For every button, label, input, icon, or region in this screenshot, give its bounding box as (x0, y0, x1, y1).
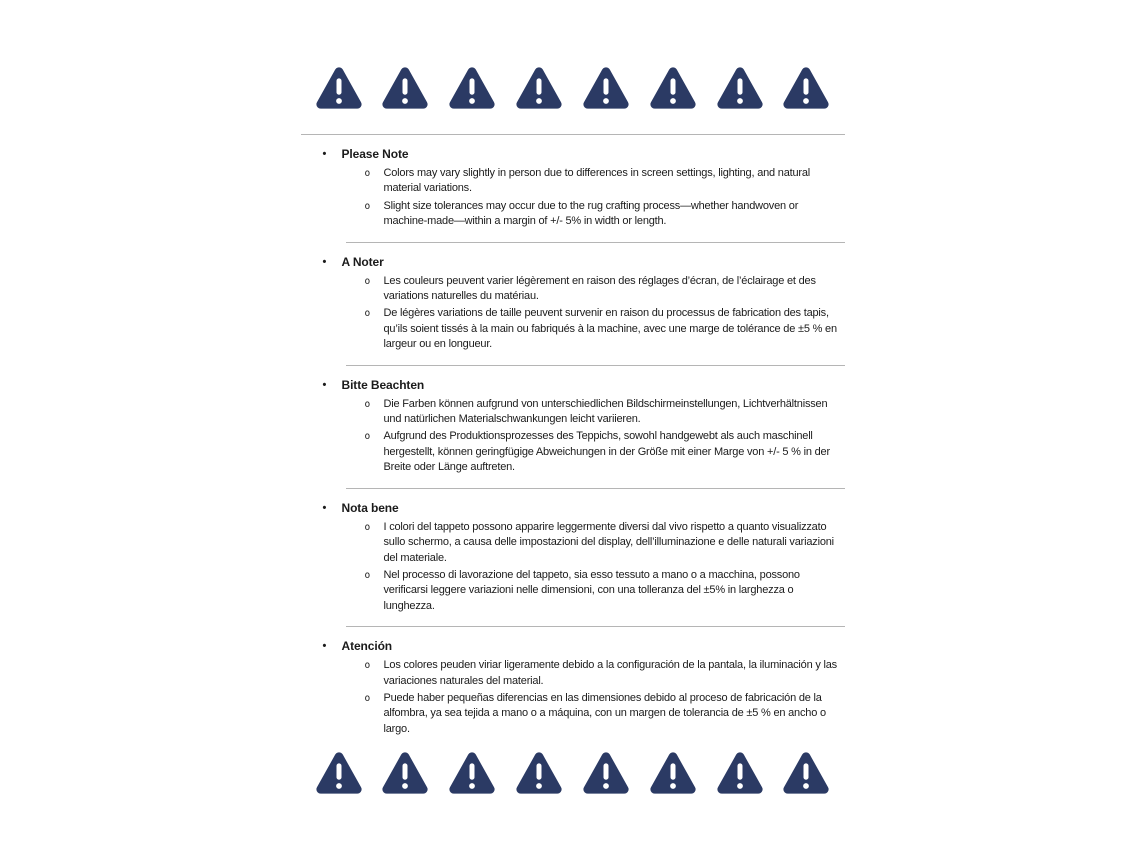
warning-triangle-icon (380, 64, 430, 112)
sub-bullet-marker: o (364, 168, 371, 179)
note-item-text: Los colores peuden viriar ligeramente debido a la configuración de la pantala, la iluminación y las variaciones naturales del material. (383, 659, 837, 687)
section-heading-row (301, 500, 845, 516)
section-heading-row (301, 377, 845, 393)
note-item (301, 658, 845, 689)
note-section (301, 243, 845, 366)
note-item (301, 429, 845, 475)
note-item-text: Die Farben können aufgrund von unterschiedlichen Bildschirmeinstellungen, Lichtverhältnissen und natürlichen Materialschwankungen leicht variieren. (383, 397, 828, 426)
sub-bullet-marker: o (364, 308, 371, 320)
section-heading: Nota bene (341, 500, 399, 515)
warning-triangle-icon (514, 64, 564, 112)
note-item-text: De légères variations de taille peuvent survenir en raison du processus de fabrication des tapis, qu’ils soient tissés à la main ou fabriqués à la machine, avec une marge de tolérance de ±5 % en largeur ou en longueur. (383, 307, 837, 351)
note-item (301, 568, 845, 614)
warning-triangle-icon (648, 64, 698, 112)
note-section (301, 627, 845, 737)
section-heading: A Noter (341, 254, 384, 269)
sub-bullet-marker: o (364, 569, 371, 581)
warning-triangle-icon (781, 749, 831, 797)
sub-bullet-marker: o (364, 398, 371, 410)
sub-bullet-marker: o (364, 275, 371, 287)
sub-bullet-marker: o (364, 660, 371, 672)
sub-bullet-marker: o (364, 521, 371, 533)
warning-triangle-icon (781, 64, 831, 112)
document-content (301, 0, 845, 797)
bullet-marker: • (322, 148, 327, 160)
section-items (301, 658, 845, 737)
note-item (301, 306, 845, 352)
warning-triangle-icon (581, 64, 631, 112)
note-section (301, 135, 845, 243)
section-items (301, 166, 845, 230)
note-item-text: I colori del tappeto possono apparire leggermente diversi dal vivo rispetto a quanto visualizzato sullo schermo, a causa delle impostazioni del display, dell’illuminazione e delle naturali variazioni del materiale. (383, 520, 834, 564)
warning-triangle-icon (648, 749, 698, 797)
warning-triangle-icon (715, 64, 765, 112)
note-item-text: Puede haber pequeñas diferencias en las dimensiones debido al proceso de fabricación de la alfombra, ya sea tejida a mano o a máquina, con un margen de tolerancia de ±5 % en ancho o largo. (383, 691, 826, 735)
section-heading: Atención (341, 639, 393, 654)
warning-triangle-icon (514, 749, 564, 797)
note-item (301, 520, 845, 566)
section-items (301, 520, 845, 614)
warning-triangle-row-bottom (314, 749, 832, 797)
note-sections (301, 135, 845, 737)
note-section (301, 366, 845, 489)
warning-triangle-icon (447, 749, 497, 797)
warning-triangle-icon (715, 749, 765, 797)
section-heading: Bitte Beachten (341, 377, 425, 392)
section-heading-row (301, 254, 845, 270)
sub-bullet-marker: o (364, 200, 371, 212)
note-item (301, 166, 845, 197)
note-item-text: Nel processo di lavorazione del tappeto, sia esso tessuto a mano o a macchina, possono verificarsi leggere variazioni nelle dimensioni, con una tolleranza del ±5% in larghezza o lunghezza. (383, 568, 800, 612)
bullet-marker: • (322, 255, 327, 268)
warning-triangle-icon (581, 749, 631, 797)
bullet-marker: • (322, 640, 327, 653)
section-heading-row (301, 146, 845, 162)
section-heading-row (301, 638, 845, 654)
warning-triangle-row-top (314, 64, 832, 112)
note-item-text: Les couleurs peuvent varier légèrement en raison des réglages d’écran, de l’éclairage et des variations naturelles du matériau. (383, 274, 816, 303)
note-item (301, 691, 845, 737)
warning-triangle-icon (314, 64, 364, 112)
bullet-marker: • (322, 501, 327, 514)
note-item (301, 274, 845, 305)
warning-triangle-icon (314, 749, 364, 797)
bullet-marker: • (322, 378, 327, 391)
warning-triangle-icon (447, 64, 497, 112)
sub-bullet-marker: o (364, 692, 371, 704)
section-heading: Please Note (341, 147, 409, 161)
note-item-text: Slight size tolerances may occur due to the rug crafting process—whether handwoven or machine-made—within a margin of +/- 5% in width or length. (383, 199, 799, 228)
note-item (301, 397, 845, 428)
note-section (301, 489, 845, 627)
section-items (301, 274, 845, 353)
sub-bullet-marker: o (364, 431, 371, 443)
note-item (301, 199, 845, 230)
note-item-text: Aufgrund des Produktionsprozesses des Teppichs, sowohl handgewebt als auch maschinell hergestellt, können geringfügige Abweichungen in der Größe mit einer Marge von +/- 5 % in der Breite oder Länge auftreten. (383, 430, 830, 474)
note-item-text: Colors may vary slightly in person due to differences in screen settings, lighting, and natural material variations. (383, 167, 811, 195)
warning-triangle-icon (380, 749, 430, 797)
section-items (301, 397, 845, 476)
